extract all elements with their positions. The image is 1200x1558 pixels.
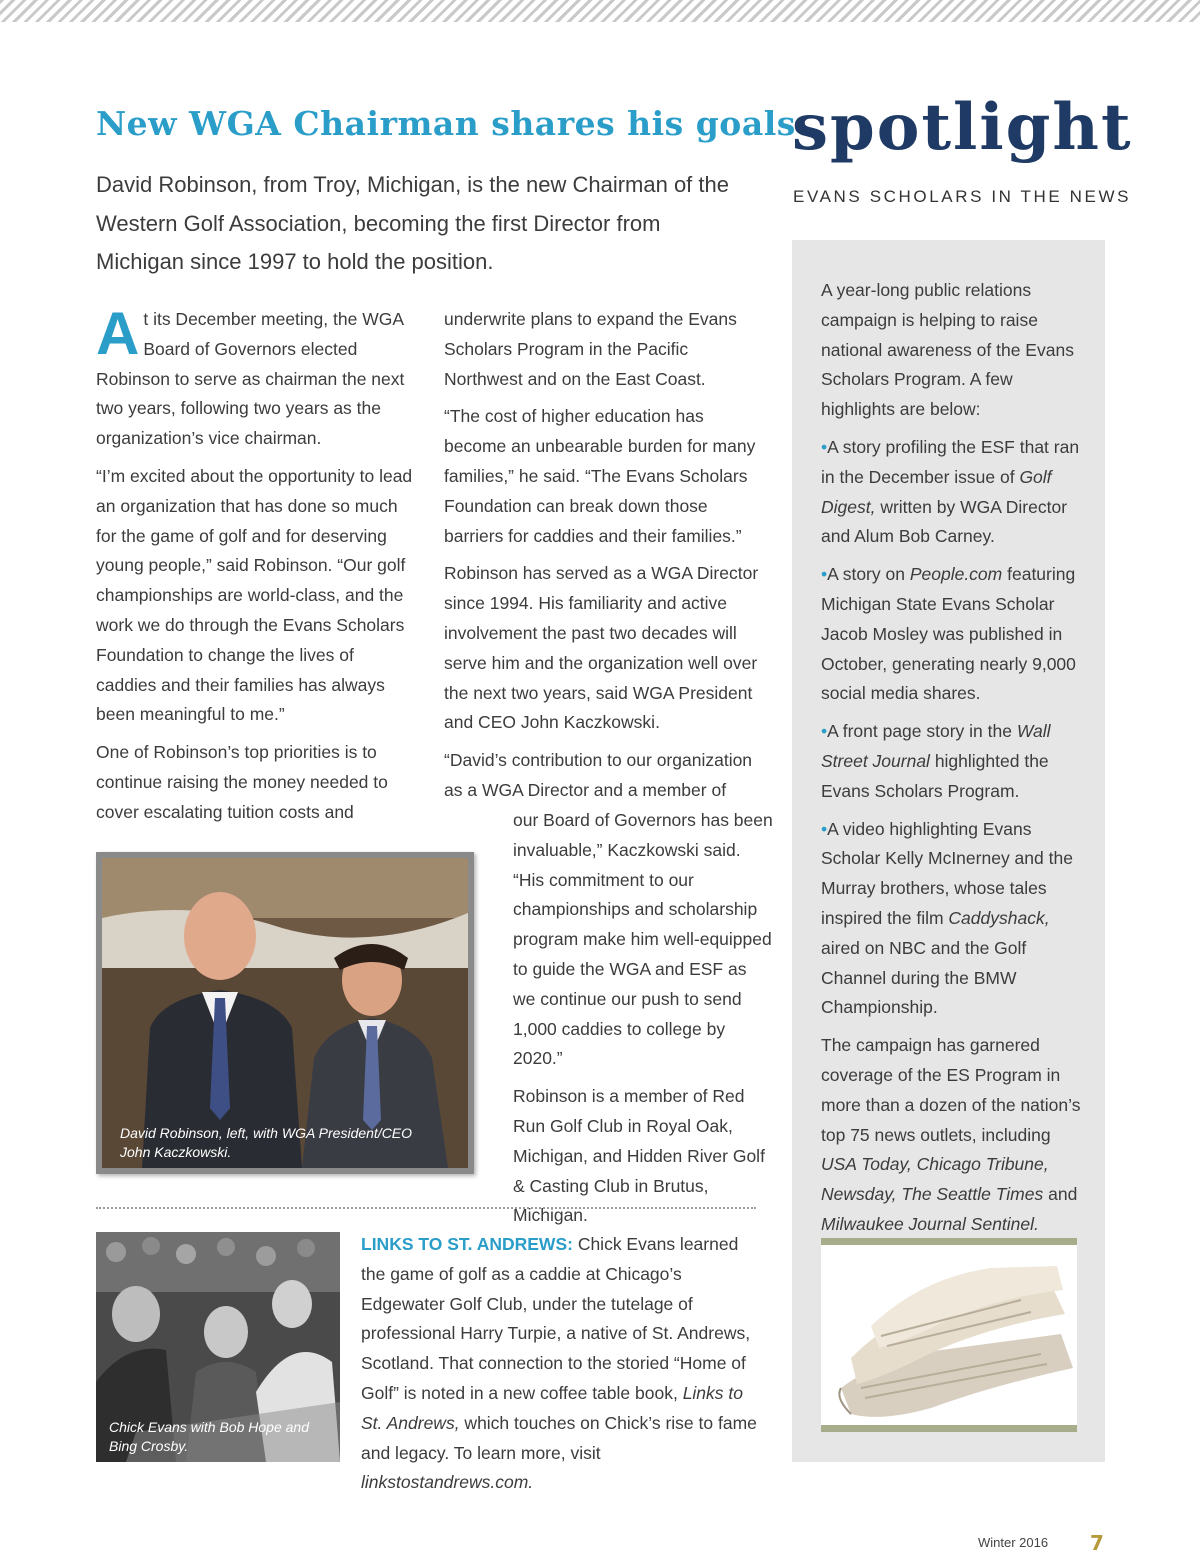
bullet-3-italic: Wall Street Journal	[821, 721, 1051, 771]
article-deck: David Robinson, from Troy, Michigan, is the new Chairman of the Western Golf Association, becoming the first Director from Michigan since 1997 to hold the position.	[96, 172, 729, 274]
spotlight-bullet-3	[821, 717, 1087, 806]
closing-italic-1: USA Today, Chicago Tribune, Newsday, The Seattle Times	[821, 1154, 1049, 1205]
spotlight-title: spotlight	[792, 90, 1133, 165]
paragraph-1-text: t its December meeting, the WGA Board of Governors elected Robinson to serve as chairman the next two years, following two years as the organization’s vice chairman.	[96, 309, 405, 449]
links-label: LINKS TO ST. ANDREWS:	[361, 1234, 573, 1254]
paragraph-6-start: “David’s contribution to our organization as a WGA Director and a member of	[444, 750, 753, 800]
bullet-icon: •	[821, 564, 828, 585]
paragraph-6-rest: our Board of Governors has been invaluable,” Kaczkowski said. “His commitment to our championships and scholarship program make him well-equipped to guide the WGA and ESF as we continue our push to send 1,000 caddies to college by 2020.”	[513, 810, 773, 1069]
paragraph-3-continued: underwrite plans to expand the Evans Scholars Program in the Pacific Northwest and on the East Coast.	[444, 309, 737, 389]
links-text-1: Chick Evans learned the game of golf as a caddie at Chicago’s Edgewater Golf Club, under the tutelage of professional Harry Turpie, a native of St. Andrews, Scotland. That connection to the storied “Home of Golf” is noted in a new coffee table book,	[361, 1234, 751, 1403]
spotlight-sidebar	[792, 240, 1105, 1462]
article-column-1	[96, 300, 416, 836]
bullet-2-text-b: featuring Michigan State Evans Scholar Jacob Mosley was published in October, generating nearly 9,000 social media shares.	[821, 564, 1076, 704]
closing-text-a: The campaign has garnered coverage of the ES Program in more than a dozen of the nation’s top 75 news outlets, including	[821, 1035, 1081, 1145]
spotlight-bullet-2	[821, 560, 1087, 709]
spotlight-subtitle: EVANS SCHOLARS IN THE NEWS	[793, 187, 1132, 206]
bullet-2-italic: People.com	[909, 564, 1003, 585]
paragraph-3: One of Robinson’s top priorities is to continue raising the money needed to cover escalating tuition costs and	[96, 742, 388, 822]
closing-text-b: and	[1043, 1184, 1078, 1205]
bullet-4-italic: Caddyshack,	[948, 907, 1050, 928]
article-headline: New WGA Chairman shares his goals	[96, 104, 796, 143]
drop-cap: A	[96, 300, 140, 367]
spotlight-intro: A year-long public relations campaign is helping to raise national awareness of the Evans Scholars Program. A few highlights are below:	[821, 280, 1074, 420]
issue-label: Winter 2016	[978, 1535, 1049, 1550]
bullet-4-text-b: aired on NBC and the Golf Channel during the BMW Championship.	[821, 937, 1027, 1018]
page-number: 7	[1090, 1531, 1104, 1555]
chick-evans-photo-caption: Chick Evans with Bob Hope and Bing Crosby.	[109, 1419, 309, 1454]
links-book-title: Links to St. Andrews,	[361, 1382, 743, 1433]
bullet-4-text-a: A video highlighting Evans Scholar Kelly McInerney and the Murray brothers, whose tales inspired the film	[821, 818, 1073, 928]
robinson-photo-image	[102, 858, 468, 1168]
paragraph-2: “I’m excited about the opportunity to lead an organization that has done so much for the game of golf and for deserving young people,” said Robinson. “Our golf championships are world-class, and the work we do through the Evans Scholars Foundation to change the lives of caddies and their families has always been meaningful to me.”	[96, 465, 413, 725]
bullet-1-italic: Golf Digest,	[821, 466, 1052, 517]
closing-italic-2: Milwaukee Journal Sentinel.	[821, 1213, 1039, 1234]
paragraph-4: “The cost of higher education has become an unbearable burden for many families,” he said. “The Evans Scholars Foundation can break down those barriers for caddies and their families.”	[444, 406, 756, 546]
article-column-2-lower	[513, 806, 773, 1239]
spotlight-text	[821, 276, 1087, 1248]
robinson-photo	[96, 852, 474, 1174]
paragraph-1	[96, 300, 416, 454]
chick-evans-photo	[96, 1232, 340, 1462]
links-url: linkstostandrews.com.	[361, 1472, 534, 1493]
bullet-2-text-a: A story on	[827, 564, 910, 585]
section-divider	[96, 1207, 756, 1209]
spotlight-closing	[821, 1031, 1087, 1240]
paragraph-7: Robinson is a member of Red Run Golf Club in Royal Oak, Michigan, and Hidden River Golf & Casting Club in Brutus, Michigan.	[513, 1086, 765, 1226]
bullet-3-text-a: A front page story in the	[827, 721, 1017, 742]
links-text-2: which touches on Chick’s rise to fame and legacy. To learn more, visit	[361, 1412, 757, 1463]
bullet-icon: •	[821, 721, 828, 742]
bullet-1-text-b: written by WGA Director and Alum Bob Carney.	[821, 496, 1068, 547]
bullet-icon: •	[821, 818, 828, 839]
spotlight-bullet-4	[821, 815, 1087, 1024]
bullet-1-text-a: A story profiling the ESF that ran in the December issue of	[821, 436, 1080, 487]
spotlight-bullet-1	[821, 433, 1087, 552]
robinson-photo-caption: David Robinson, left, with WGA President/CEO John Kaczkowski.	[120, 1125, 413, 1160]
paragraph-5: Robinson has served as a WGA Director since 1994. His familiarity and active involvement the past two decades will serve him and the organization well over the next two years, said WGA President and CEO John Kaczkowski.	[444, 563, 759, 733]
links-to-st-andrews-blurb	[361, 1230, 761, 1498]
bullet-3-text-b: highlighted the Evans Scholars Program.	[821, 750, 1049, 801]
newspaper-image	[821, 1238, 1077, 1432]
decorative-stripe-bar	[0, 0, 1200, 22]
article-column-2	[444, 305, 764, 814]
newspaper-photo	[821, 1238, 1077, 1432]
bullet-icon: •	[821, 436, 828, 457]
